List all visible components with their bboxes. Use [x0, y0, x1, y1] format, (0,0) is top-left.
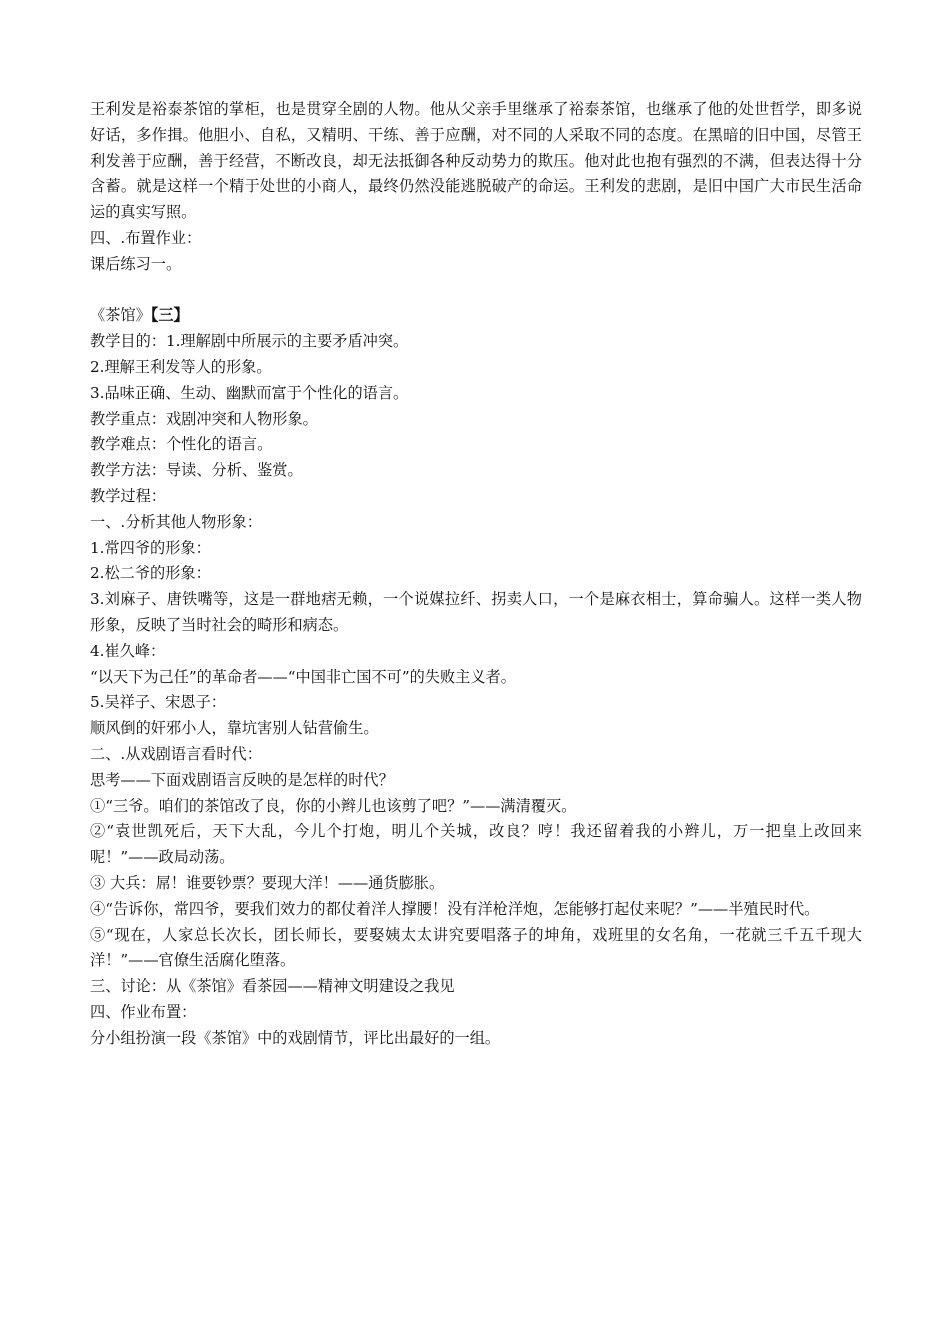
lesson-line: ③ 大兵：屌！谁要钞票？要现大洋！——通货膨胀。	[90, 873, 445, 892]
lesson-line: 思考——下面戏剧语言反映的是怎样的时代？	[90, 770, 394, 789]
homework-text: 课后练习一。	[90, 254, 182, 273]
lesson-title-suffix: 【三】	[150, 306, 189, 325]
lesson-line: 3.刘麻子、唐铁嘴等，这是一群地痞无赖，一个说媒拉纤、拐卖人口，一个是麻衣相士，算命骗人。这样一类人物形象，反映了当时社会的畸形和病态。	[90, 590, 862, 634]
lesson-line: 1.常四爷的形象：	[90, 538, 211, 557]
lesson-line: ④“告诉你，常四爷，要我们效力的都仗着洋人撑腰！没有洋枪洋炮，怎能够打起仗来呢？”——半殖民时代。	[90, 899, 820, 918]
lesson-line: 5.吴祥子、宋恩子：	[90, 693, 226, 712]
lesson-line: “以天下为己任”的革命者——“中国非亡国不可”的失败主义者。	[90, 667, 516, 686]
lesson-title	[90, 303, 862, 329]
lesson-line: ①“三爷。咱们的茶馆改了良，你的小辫儿也该剪了吧？”——满清覆灭。	[90, 796, 577, 815]
lesson-line: 教学重点：戏剧冲突和人物形象。	[90, 409, 318, 428]
homework-heading: 四、.布置作业：	[90, 228, 202, 247]
lesson-line: 教学过程：	[90, 486, 166, 505]
lesson-line: 教学难点：个性化的语言。	[90, 435, 273, 454]
lesson-line: 分小组扮演一段《茶馆》中的戏剧情节，评比出最好的一组。	[90, 1028, 501, 1047]
lesson-line: 4.崔久峰：	[90, 641, 166, 660]
lesson-line: 顺风倒的奸邪小人，靠坑害别人钻营偷生。	[90, 719, 379, 738]
lesson-line: ⑤“现在，人家总长次长，团长师长，要娶姨太太讲究要唱落子的坤角，戏班里的女名角，一花就三千五千现大洋！”——官僚生活腐化堕落。	[90, 925, 862, 970]
document-page	[90, 97, 862, 1051]
lesson-line: 四、作业布置：	[90, 1002, 197, 1021]
lesson-line: 3.品味正确、生动、幽默而富于个性化的语言。	[90, 383, 409, 402]
lesson-line: ②“袁世凯死后，天下大乱，今儿个打炮，明儿个关城，改良？哼！我还留着我的小辫儿，万一把皇上改回来呢！”——政局动荡。	[90, 822, 862, 867]
lesson-line: 2.松二爷的形象：	[90, 564, 211, 583]
lesson-line: 二、.从戏剧语言看时代：	[90, 744, 262, 763]
lesson-title-main: 《茶馆》	[90, 306, 151, 325]
lesson-line: 一、.分析其他人物形象：	[90, 512, 262, 531]
lesson-line: 2.理解王利发等人的形象。	[90, 357, 272, 376]
blank-line	[90, 278, 862, 304]
lesson-line: 三、讨论：从《茶馆》看茶园——精神文明建设之我见	[90, 977, 455, 996]
lesson-line: 教学目的：1.理解剧中所展示的主要矛盾冲突。	[90, 332, 409, 351]
lesson-line: 教学方法：导读、分析、鉴赏。	[90, 461, 303, 480]
intro-paragraph: 王利发是裕泰茶馆的掌柜，也是贯穿全剧的人物。他从父亲手里继承了裕泰茶馆，也继承了他的处世哲学，即多说好话，多作揖。他胆小、自私，又精明、干练、善于应酬，对不同的人采取不同的态度。在黑暗的旧中国，尽管王利发善于应酬，善于经营，不断改良，却无法抵御各种反动势力的欺压。他对此也抱有强烈的不满，但表达得十分含蓄。就是这样一个精于处世的小商人，最终仍然没能逃脱破产的命运。王利发的悲剧，是旧中国广大市民生活命运的真实写照。	[90, 100, 862, 222]
